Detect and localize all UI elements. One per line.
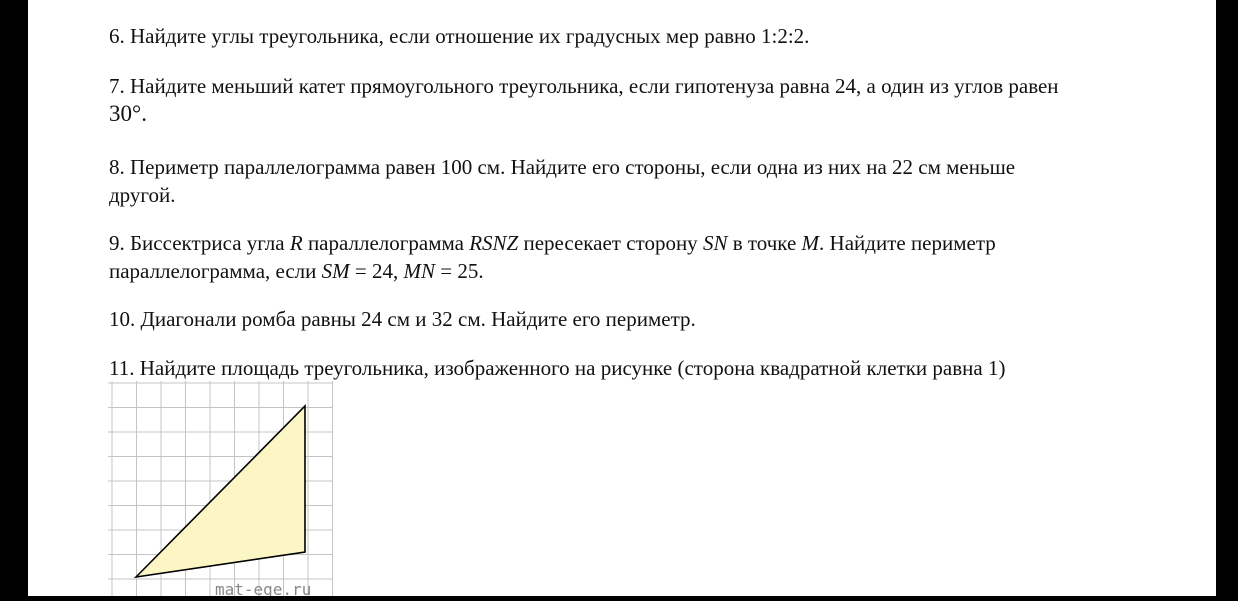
problem-9-text: параллелограмма, если [109,259,322,283]
document-page [28,0,1216,596]
problem-10-text: 10. Диагонали ромба равны 24 см и 32 см. Найдите его периметр. [109,307,696,331]
problem-7-line-2: 30°. [109,101,147,126]
triangle-grid-svg [108,381,338,596]
problem-6-text: 6. Найдите углы треугольника, если отношение их градусных мер равно 1:2:2. [109,24,810,48]
var-r: R [289,231,303,255]
var-sn: SN [702,231,728,255]
var-sm: SM [321,259,350,283]
problem-7-line-1: 7. Найдите меньший катет прямоугольного треугольника, если гипотенуза равна 24, а один из углов равен [109,74,1059,98]
problem-8-line-1: 8. Периметр параллелограмма равен 100 см. Найдите его стороны, если одна из них на 22 см меньше [109,155,1016,179]
problem-6 [109,22,1109,50]
problem-9-text: 9. Биссектриса угла [109,231,290,255]
problem-8-line-2: другой. [109,183,176,207]
triangle-grid-figure [108,381,338,596]
problem-9-text: = 25. [435,259,484,283]
var-mn: MN [403,259,435,283]
problem-9-text: в точке [727,231,802,255]
problem-7 [109,72,1109,128]
problem-10 [109,305,1109,333]
problem-9-text: пересекает сторону [518,231,703,255]
var-rsnz: RSNZ [469,231,519,255]
problem-9-text: = 24, [349,259,404,283]
problem-9-text: . Найдите периметр [819,231,996,255]
watermark: mat-ege.ru [215,580,312,596]
problem-11-text: 11. Найдите площадь треугольника, изображенного на рисунке (сторона квадратной клетки равна 1) [109,356,1006,380]
var-m: M [801,231,820,255]
problem-9-text: параллелограмма [302,231,470,255]
problem-8 [109,153,1109,209]
problem-9 [109,229,1109,285]
problem-11 [109,354,1109,382]
